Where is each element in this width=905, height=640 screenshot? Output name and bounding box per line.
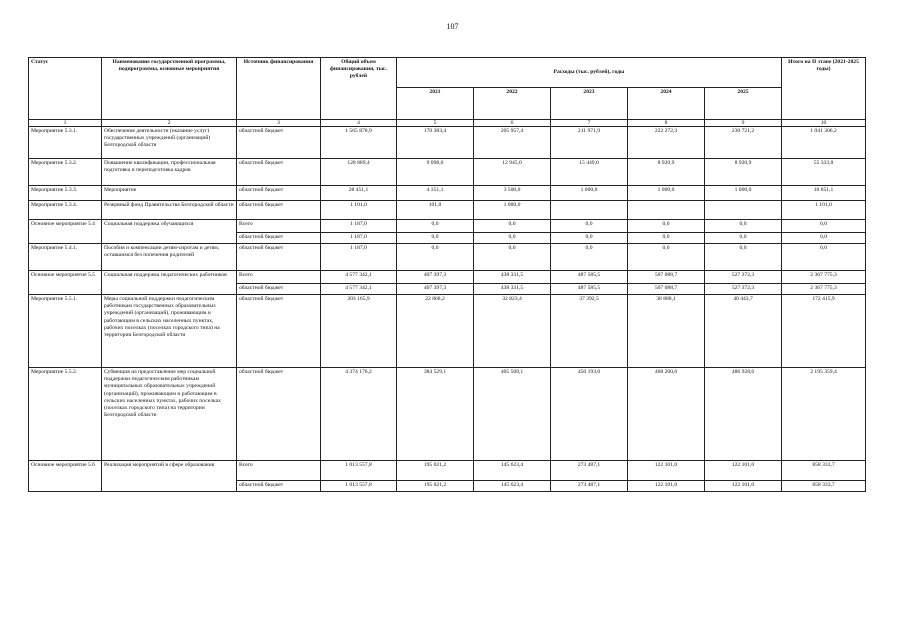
row-year-value: 0,0 — [705, 220, 782, 233]
row-source: областной бюджет — [237, 159, 321, 186]
row-year-value: 8 920,9 — [628, 159, 705, 186]
row-stage-total: 10 851,1 — [782, 186, 866, 201]
row-year-value: 507 088,7 — [628, 284, 705, 295]
row-year-value: 487 585,5 — [551, 284, 628, 295]
row-total: 4 577 342,1 — [321, 284, 397, 295]
column-index-row — [29, 120, 866, 127]
table-row — [29, 368, 866, 461]
row-year-value: 195 021,2 — [397, 461, 474, 481]
row-year-value: 468 200,6 — [628, 368, 705, 461]
row-name: Мероприятие — [102, 186, 237, 201]
row-total: 1 187,0 — [321, 244, 397, 271]
column-index: 10 — [782, 120, 866, 127]
row-year-value: 37 392,5 — [551, 295, 628, 368]
row-year-value: 0,0 — [628, 244, 705, 271]
row-total: 1 187,0 — [321, 220, 397, 233]
row-name: Реализация мероприятий в сфере образования — [102, 461, 237, 492]
column-index: 9 — [705, 120, 782, 127]
row-year-value: 1 000,0 — [474, 201, 551, 220]
row-year-value: 405 508,1 — [474, 368, 551, 461]
row-year-value: 450 193,0 — [551, 368, 628, 461]
row-year-value: 273 487,1 — [551, 461, 628, 481]
row-stage-total: 2 367 775,3 — [782, 284, 866, 295]
row-source: областной бюджет — [237, 201, 321, 220]
row-source: областной бюджет — [237, 481, 321, 492]
header-name: Наименование государственной программы, подпрограммы, основные мероприятия — [102, 58, 237, 120]
row-source: областной бюджет — [237, 233, 321, 244]
table-row — [29, 461, 866, 481]
row-status: Мероприятие 5.3.2. — [29, 159, 102, 186]
row-year-value: 9 098,0 — [397, 159, 474, 186]
column-index: 3 — [237, 120, 321, 127]
row-year-value: 40 443,7 — [705, 295, 782, 368]
table-row — [29, 159, 866, 186]
row-year-value: 101,0 — [397, 201, 474, 220]
row-source: областной бюджет — [237, 186, 321, 201]
row-stage-total: 0,0 — [782, 244, 866, 271]
table-row — [29, 220, 866, 233]
finance-table — [28, 57, 866, 492]
row-total: 1 187,0 — [321, 233, 397, 244]
row-year-value: 0,0 — [397, 233, 474, 244]
row-year-value: 527 372,3 — [705, 284, 782, 295]
row-year-value: 486 928,6 — [705, 368, 782, 461]
row-year-value: 407 397,3 — [397, 284, 474, 295]
row-total: 1 013 557,8 — [321, 461, 397, 481]
row-name: Социальная поддержка обучающихся — [102, 220, 237, 244]
page-number: 107 — [446, 22, 459, 31]
table-row — [29, 186, 866, 201]
row-year-value: 122 101,0 — [705, 481, 782, 492]
table-row — [29, 295, 866, 368]
row-year-value: 0,0 — [397, 244, 474, 271]
row-year-value: 487 585,5 — [551, 271, 628, 284]
row-year-value: 0,0 — [705, 233, 782, 244]
row-status: Мероприятие 5.5.1. — [29, 295, 102, 368]
row-year-value: 195 021,2 — [397, 481, 474, 492]
row-year-value: 122 101,0 — [705, 461, 782, 481]
row-source: областной бюджет — [237, 284, 321, 295]
row-year-value: 8 920,9 — [705, 159, 782, 186]
row-year-value: 12 945,0 — [474, 159, 551, 186]
row-year-value — [628, 201, 705, 220]
row-year-value: 507 088,7 — [628, 271, 705, 284]
row-year-value: 0,0 — [628, 233, 705, 244]
column-index: 4 — [321, 120, 397, 127]
row-year-value: 0,0 — [397, 220, 474, 233]
table-row — [29, 127, 866, 159]
row-year-value: 1 000,0 — [551, 186, 628, 201]
row-source: областной бюджет — [237, 127, 321, 159]
row-year-value: 38 888,1 — [628, 295, 705, 368]
row-year-value: 230 721,2 — [705, 127, 782, 159]
row-year-value: 407 397,3 — [397, 271, 474, 284]
row-year-value: 0,0 — [551, 220, 628, 233]
row-total: 1 565 878,9 — [321, 127, 397, 159]
row-year-value: 384 529,1 — [397, 368, 474, 461]
row-status: Основное мероприятие 5.5 — [29, 271, 102, 295]
row-total: 4 577 342,1 — [321, 271, 397, 284]
column-index: 8 — [628, 120, 705, 127]
header-year: 2021 — [397, 88, 474, 120]
row-name: Меры социальной поддержки педагогическим работникам государственных образовательных учреждений (организаций), проживающим и работающим в сельских населенных пунктах, рабочих поселках (поселках городского типа) на территории Белгородской области — [102, 295, 237, 368]
row-status: Мероприятие 5.3.4. — [29, 201, 102, 220]
row-year-value: 122 101,0 — [628, 461, 705, 481]
table-row — [29, 201, 866, 220]
row-status: Основное мероприятие 5.6 — [29, 461, 102, 492]
row-stage-total: 1 041 306,2 — [782, 127, 866, 159]
row-name: Социальная поддержка педагогических работников — [102, 271, 237, 295]
row-year-value: 0,0 — [551, 244, 628, 271]
row-stage-total: 1 101,0 — [782, 201, 866, 220]
row-name: Обеспечение деятельности (оказание услуг) государственных учреждений (организаций) Белгородской области — [102, 127, 237, 159]
header-status: Статус — [29, 58, 102, 120]
row-total: 4 374 176,2 — [321, 368, 397, 461]
row-source: Всего — [237, 271, 321, 284]
row-year-value: 3 500,0 — [474, 186, 551, 201]
row-year-value: 145 623,4 — [474, 481, 551, 492]
row-year-value: 0,0 — [474, 233, 551, 244]
row-total: 1 101,0 — [321, 201, 397, 220]
row-year-value: 4 351,1 — [397, 186, 474, 201]
row-stage-total: 858 333,7 — [782, 481, 866, 492]
row-year-value — [551, 201, 628, 220]
row-year-value: 0,0 — [551, 233, 628, 244]
row-name: Повышение квалификации, профессиональная подготовка и переподготовка кадров — [102, 159, 237, 186]
row-status: Основное мероприятие 5.4 — [29, 220, 102, 244]
column-index: 5 — [397, 120, 474, 127]
row-year-value: 1 000,0 — [705, 186, 782, 201]
table-row — [29, 271, 866, 284]
header-total: Общий объем финансирования, тыс. рублей — [321, 58, 397, 120]
row-year-value: 0,0 — [474, 244, 551, 271]
row-year-value: 438 331,5 — [474, 271, 551, 284]
row-total: 203 165,9 — [321, 295, 397, 368]
column-index: 1 — [29, 120, 102, 127]
header-year: 2022 — [474, 88, 551, 120]
row-year-value: 0,0 — [474, 220, 551, 233]
header-year: 2024 — [628, 88, 705, 120]
row-status: Мероприятие 5.4.1. — [29, 244, 102, 271]
row-year-value: 145 623,4 — [474, 461, 551, 481]
row-year-value: 122 101,0 — [628, 481, 705, 492]
row-source: областной бюджет — [237, 295, 321, 368]
header-year: 2023 — [551, 88, 628, 120]
row-stage-total: 0,0 — [782, 220, 866, 233]
row-year-value: 32 823,4 — [474, 295, 551, 368]
header-year: 2025 — [705, 88, 782, 120]
row-status: Мероприятие 5.3.1. — [29, 127, 102, 159]
row-total: 128 889,4 — [321, 159, 397, 186]
table-row — [29, 244, 866, 271]
row-status: Мероприятие 5.5.2. — [29, 368, 102, 461]
row-year-value: 22 868,2 — [397, 295, 474, 368]
row-stage-total: 55 333,8 — [782, 159, 866, 186]
column-index: 7 — [551, 120, 628, 127]
row-year-value: 438 331,5 — [474, 284, 551, 295]
row-source: Всего — [237, 220, 321, 233]
row-name: Резервный фонд Правительства Белгородской области — [102, 201, 237, 220]
row-source: областной бюджет — [237, 244, 321, 271]
row-total: 28 451,1 — [321, 186, 397, 201]
row-name: Пособия и компенсации детям-сиротам и детям, оставшимся без попечения родителей — [102, 244, 237, 271]
row-stage-total: 2 367 775,3 — [782, 271, 866, 284]
row-source: Всего — [237, 461, 321, 481]
row-name: Субвенция на предоставление мер социальной поддержки педагогическим работникам муниципальных образовательных учреждений (организаций), проживающим и работающим в сельских населенных пунктах, рабочих поселках (поселках городского типа) на территории Белгородской области — [102, 368, 237, 461]
header-expenses: Расходы (тыс. рублей), годы — [397, 58, 782, 88]
row-year-value: 527 372,3 — [705, 271, 782, 284]
row-year-value: 170 383,4 — [397, 127, 474, 159]
column-index: 2 — [102, 120, 237, 127]
row-stage-total: 0,0 — [782, 233, 866, 244]
row-year-value: 222 272,3 — [628, 127, 705, 159]
header-source: Источник финансирования — [237, 58, 321, 120]
row-year-value: 1 000,0 — [628, 186, 705, 201]
row-year-value: 0,0 — [705, 244, 782, 271]
row-year-value: 0,0 — [628, 220, 705, 233]
row-source: областной бюджет — [237, 368, 321, 461]
row-stage-total: 858 333,7 — [782, 461, 866, 481]
row-year-value: 15 449,0 — [551, 159, 628, 186]
row-status: Мероприятие 5.3.3. — [29, 186, 102, 201]
header-stage-total: Итого на II этапе (2021-2025 годы) — [782, 58, 866, 120]
column-index: 6 — [474, 120, 551, 127]
row-year-value: 273 487,1 — [551, 481, 628, 492]
row-stage-total: 2 195 359,4 — [782, 368, 866, 461]
row-stage-total: 172 415,9 — [782, 295, 866, 368]
row-year-value: 205 957,4 — [474, 127, 551, 159]
row-year-value: 211 971,9 — [551, 127, 628, 159]
row-year-value — [705, 201, 782, 220]
row-total: 1 013 557,8 — [321, 481, 397, 492]
